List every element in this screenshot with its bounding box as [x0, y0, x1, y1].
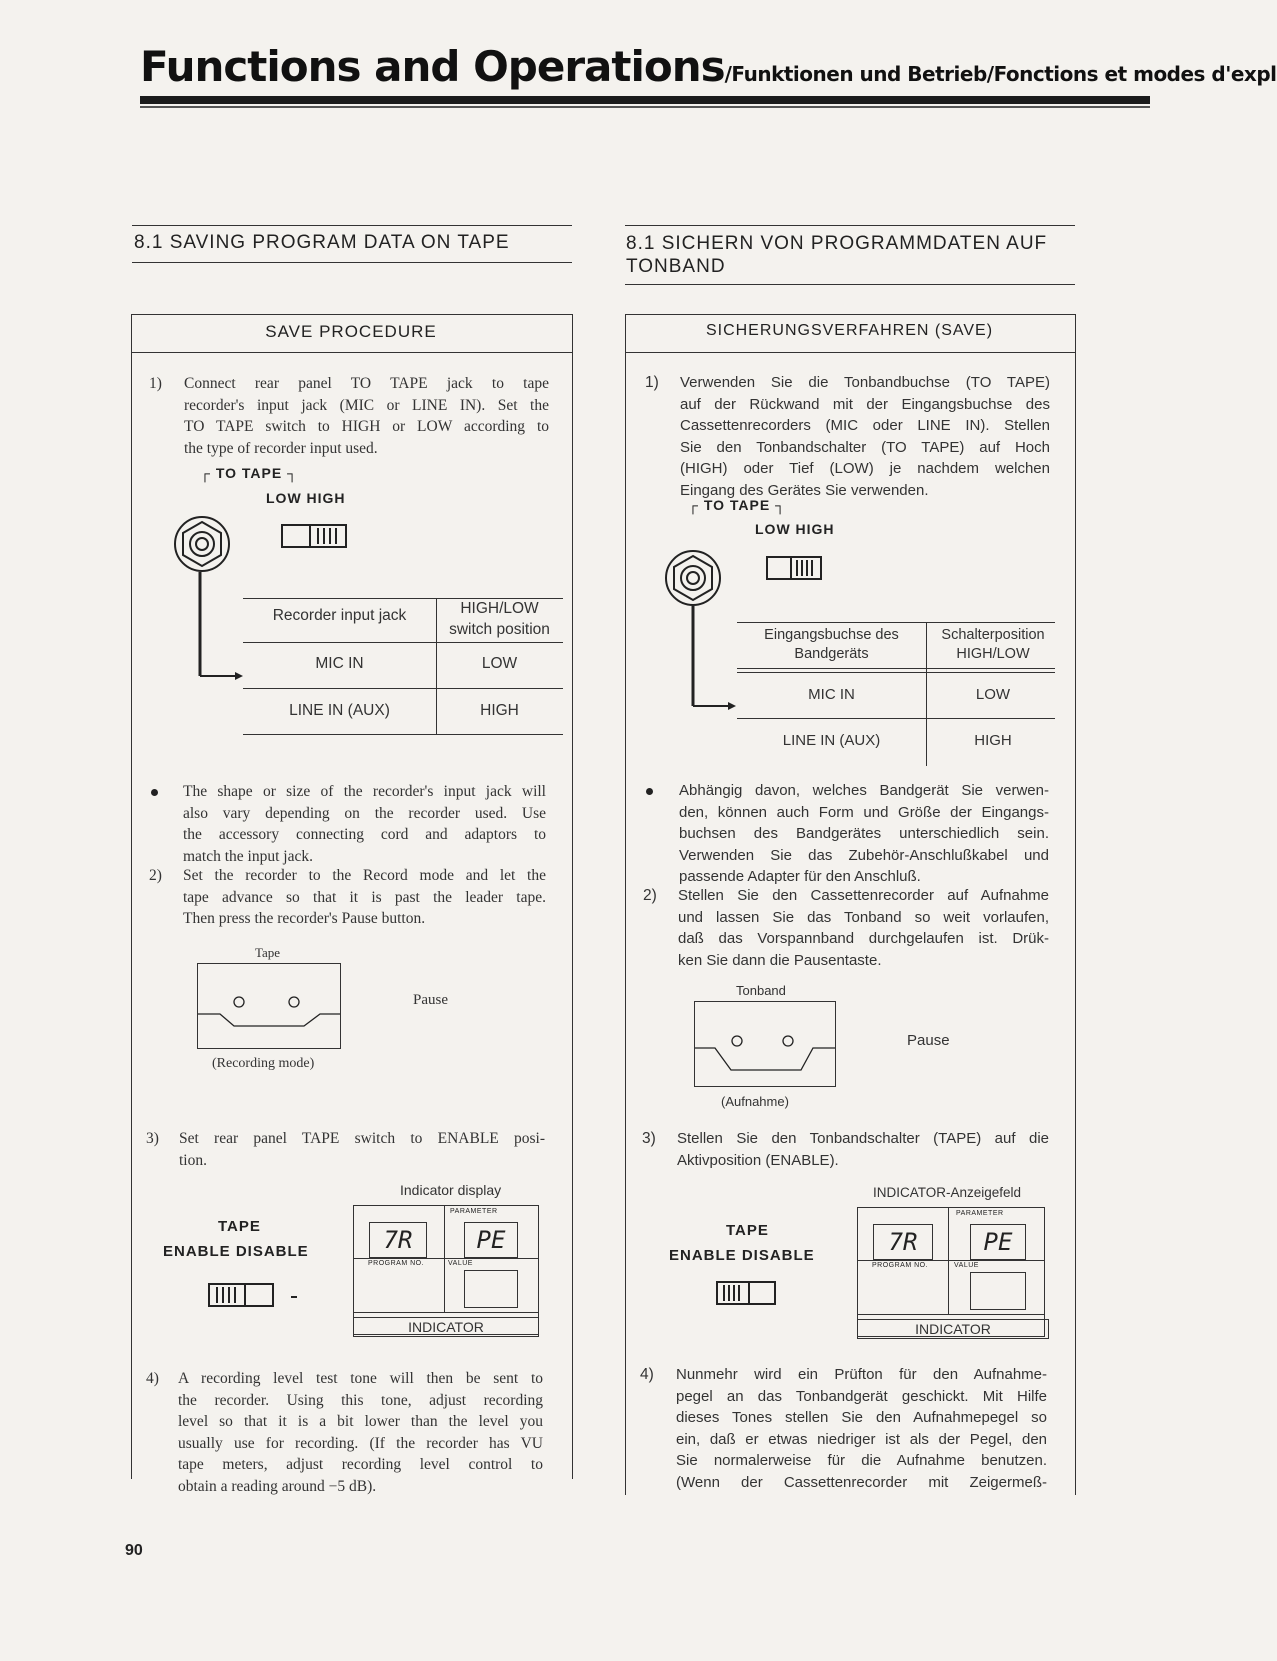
left-step2-text: [183, 865, 546, 930]
right-step4-line: (Wenn der Cassettenrecorder mit Zeigermeß-: [676, 1473, 1047, 1491]
right-table-header-switch: [926, 626, 1060, 664]
left-bullet-line: The shape or size of the recorder's input jack will: [183, 783, 546, 800]
left-step1-number: 1): [149, 375, 162, 392]
left-section-rule-top: [132, 225, 572, 226]
left-step3-number: 3): [146, 1130, 159, 1147]
left-box-title: SAVE PROCEDURE: [265, 322, 437, 341]
left-step4-line: obtain a reading around −5 dB).: [178, 1477, 377, 1495]
left-step4-line: level so that it is a bit lower than the level you: [178, 1413, 543, 1430]
left-section-rule-bottom: [132, 262, 572, 263]
right-section-title-line: 8.1 SICHERN VON PROGRAMMDATEN AUF: [626, 233, 1048, 254]
header-bar: [140, 96, 1150, 104]
right-lcd-program-no-label: PROGRAM NO.: [872, 1262, 929, 1269]
right-step4-line: dieses Tones stellen Sie den Aufnahmepegel so: [676, 1409, 1047, 1426]
left-step4-text: [178, 1368, 543, 1497]
right-lcd-program-digits: [873, 1224, 933, 1260]
right-step1-line: Sie den Tonbandschalter (TO TAPE) auf Hoch: [680, 438, 1050, 456]
right-tape-label: Tonband: [736, 983, 786, 998]
right-table-cell: HIGH: [974, 732, 1012, 749]
header-bar-thin: [140, 106, 1150, 108]
right-low-high-label: LOW HIGH: [755, 521, 835, 537]
left-table-bottom-rule: [243, 734, 563, 735]
left-lcd-bottom-rule: [354, 1312, 538, 1313]
right-table-row-rule: [737, 718, 1055, 719]
right-step2-line: und lassen Sie das Tonband so weit vorlaufen,: [678, 908, 1049, 926]
left-indicator-label: INDICATOR: [408, 1319, 484, 1335]
right-bullet-line: Verwenden Sie das Zubehör-Anschlußkabel und: [679, 846, 1049, 864]
right-lcd-mid-rule: [858, 1260, 1044, 1261]
left-to-tape-label: ┌ TO TAPE ┐: [200, 465, 299, 481]
right-step1-line: Eingang des Gerätes Sie verwenden.: [680, 481, 929, 499]
header-title-main: Functions and Operations: [140, 42, 725, 91]
right-table-header-jack: [737, 626, 926, 664]
left-lcd-divider: [444, 1206, 445, 1312]
right-section-rule-top: [625, 225, 1075, 226]
right-section-rule-bottom: [625, 284, 1075, 285]
left-bullet-line: also vary depending on the recorder used. Use: [183, 804, 546, 822]
left-indicator-display-label: Indicator display: [400, 1182, 502, 1198]
right-bullet-line: den, können auch Form und Größe der Eingangs-: [679, 803, 1049, 821]
left-lcd-mid-rule: [354, 1258, 538, 1259]
left-to-tape-switch: [281, 524, 347, 548]
left-lcd-value-label: VALUE: [448, 1260, 473, 1267]
right-table-header-rule-2: [737, 672, 1055, 673]
right-step2-line: ken Sie dann die Pausentaste.: [678, 951, 882, 969]
left-lcd-parameter-value: PE: [476, 1226, 506, 1254]
right-lcd-program-value: 7R: [888, 1228, 918, 1256]
right-lcd-divider: [948, 1208, 949, 1314]
right-step1-line: auf der Rückwand mit der Eingangsbuchse des: [680, 395, 1050, 413]
right-table-header-rule: [737, 668, 1055, 669]
left-cable-arrow: [195, 572, 245, 684]
left-bullet-line: match the input jack.: [183, 847, 313, 865]
right-step1-number: 1): [645, 374, 659, 391]
right-to-tape-label: ┌ TO TAPE ┐: [688, 497, 787, 513]
left-lcd-parameter-label: PARAMETER: [450, 1208, 498, 1215]
right-step4-text: [676, 1364, 1047, 1493]
left-lcd-program-digits: [369, 1222, 427, 1258]
left-table-header-rule: [243, 642, 563, 643]
right-lcd-bottom-rule: [858, 1314, 1044, 1315]
left-lcd-panel: [353, 1205, 539, 1335]
left-step2-line: tape advance so that it is past the leader tape.: [183, 888, 546, 906]
right-indicator-display-label: INDICATOR-Anzeigefeld: [873, 1185, 1022, 1200]
right-bullet-text: [679, 780, 1049, 888]
left-table-cell: LOW: [481, 655, 518, 672]
left-table-header-switch-line: HIGH/LOW: [460, 600, 539, 617]
right-lcd-parameter-label: PARAMETER: [956, 1210, 1004, 1217]
left-table-cell: MIC IN: [315, 655, 364, 672]
right-recording-mode-label: (Aufnahme): [721, 1094, 789, 1109]
left-step1-line: the type of recorder input used.: [184, 439, 378, 457]
right-jack-icon: [663, 548, 723, 608]
left-pause-label: Pause: [413, 992, 448, 1008]
right-bullet-icon: [646, 788, 653, 795]
right-step2-line: daß das Vorspannband durchgelaufen ist. Drük-: [678, 930, 1049, 947]
left-tape-label: Tape: [255, 945, 281, 960]
right-step3-number: 3): [642, 1130, 656, 1147]
right-section-title-line: TONBAND: [626, 256, 726, 277]
left-step4-line: usually use for recording. (If the recorder has VU: [178, 1434, 543, 1452]
left-bullet-icon: [151, 789, 158, 796]
left-enable-disable-label: ENABLE DISABLE: [163, 1243, 309, 1260]
right-bullet-line: buchsen des Bandgerätes unterschiedlich sein.: [679, 825, 1049, 842]
left-section-title: 8.1 SAVING PROGRAM DATA ON TAPE: [134, 232, 510, 253]
page-number: 90: [125, 1542, 143, 1559]
right-bullet-line: passende Adapter für den Anschluß.: [679, 868, 921, 885]
right-step1-line: Verwenden Sie die Tonbandbuchse (TO TAPE): [680, 374, 1050, 391]
right-step2-line: Stellen Sie den Cassettenrecorder auf Aufnahme: [678, 887, 1049, 904]
left-indicator-bar: [353, 1317, 539, 1337]
right-table-header-switch-line: Schalterposition: [941, 627, 1045, 643]
right-lcd-parameter-value: PE: [983, 1228, 1013, 1256]
right-table-top-rule: [737, 622, 1055, 623]
right-step1-line: Cassettenrecorders (MIC oder LINE IN). Stellen: [680, 417, 1050, 434]
left-bullet-text: [183, 781, 546, 867]
right-step1-line: (HIGH) oder Tief (LOW) je nachdem welchen: [680, 460, 1050, 477]
right-lcd-parameter-digits: [970, 1224, 1026, 1260]
left-tape-switch: [208, 1283, 274, 1307]
left-step2-number: 2): [149, 867, 162, 884]
right-indicator-label: INDICATOR: [915, 1321, 991, 1337]
left-cassette-icon: [197, 963, 341, 1049]
left-step3-text: [179, 1128, 545, 1171]
left-low-high-label: LOW HIGH: [266, 490, 346, 506]
left-table-header-switch: [436, 598, 563, 640]
left-step3-line: tion.: [179, 1151, 207, 1169]
right-cassette-icon: [694, 1001, 836, 1087]
left-lcd-value-box: [464, 1270, 518, 1308]
left-table-header-switch-line: switch position: [449, 621, 550, 638]
right-indicator-bar: [857, 1319, 1049, 1339]
left-table-row-rule: [243, 688, 563, 689]
right-step2-text: [678, 885, 1049, 971]
right-box-title-rule: [625, 352, 1075, 353]
right-tape-switch-label: TAPE: [726, 1222, 769, 1239]
right-bullet-line: Abhängig davon, welches Bandgerät Sie verwen-: [679, 782, 1049, 799]
right-pause-label: Pause: [907, 1032, 950, 1049]
right-enable-disable-label: ENABLE DISABLE: [669, 1247, 815, 1264]
right-step3-line: Stellen Sie den Tonbandschalter (TAPE) auf die: [677, 1130, 1049, 1147]
left-step1-text: [184, 373, 549, 459]
right-step4-line: Nunmehr wird ein Prüfton für den Aufnahme-: [676, 1366, 1047, 1383]
left-step4-line: A recording level test tone will then be sent to: [178, 1370, 543, 1387]
right-step4-line: pegel an das Tonbandgerät geschickt. Mit Hilfe: [676, 1387, 1047, 1405]
left-switch-dash: [291, 1296, 297, 1298]
left-step4-line: tape meters, adjust recording level control to: [178, 1456, 543, 1473]
left-tape-switch-label: TAPE: [218, 1218, 261, 1235]
right-step3-line: Aktivposition (ENABLE).: [677, 1151, 839, 1169]
right-lcd-panel: [857, 1207, 1045, 1337]
left-step3-line: Set rear panel TAPE switch to ENABLE posi-: [179, 1130, 545, 1147]
left-step1-line: recorder's input jack (MIC or LINE IN). Set the: [184, 396, 549, 414]
left-box-title-rule: [131, 352, 572, 353]
right-step4-line: ein, daß er etwas niedriger ist als der Pegel, den: [676, 1430, 1047, 1448]
right-table-cell: LOW: [975, 686, 1011, 703]
right-table-header-switch-line: HIGH/LOW: [956, 646, 1030, 662]
left-lcd-program-value: 7R: [383, 1226, 413, 1254]
right-to-tape-text: TO TAPE: [703, 497, 771, 513]
left-lcd-program-no-label: PROGRAM NO.: [368, 1260, 425, 1267]
right-to-tape-switch: [766, 556, 822, 580]
header-title-sub: /Funktionen und Betrieb/Fonctions et modes d'expl: [724, 62, 1277, 86]
left-table-cell: HIGH: [480, 702, 519, 719]
right-lcd-value-box: [970, 1272, 1026, 1310]
right-table-cell: MIC IN: [808, 686, 855, 703]
right-step1-text: [680, 372, 1050, 501]
left-bullet-line: the accessory connecting cord and adaptors to: [183, 826, 546, 843]
left-step4-line: the recorder. Using this tone, adjust recording: [178, 1391, 543, 1409]
left-step1-line: TO TAPE switch to HIGH or LOW according to: [184, 418, 549, 435]
page-header-title: [140, 42, 1277, 91]
left-step2-line: Then press the recorder's Pause button.: [183, 910, 426, 927]
left-lcd-parameter-digits: [464, 1222, 518, 1258]
left-step4-number: 4): [146, 1370, 159, 1387]
left-step2-line: Set the recorder to the Record mode and let the: [183, 867, 546, 884]
left-step1-line: Connect rear panel TO TAPE jack to tape: [184, 375, 549, 392]
right-step4-number: 4): [640, 1366, 654, 1383]
right-step2-number: 2): [643, 887, 657, 904]
left-table-header-jack: Recorder input jack: [272, 607, 407, 624]
right-step3-text: [677, 1128, 1049, 1171]
right-table-cell: LINE IN (AUX): [782, 732, 881, 749]
right-lcd-value-label: VALUE: [954, 1262, 979, 1269]
left-table-cell: LINE IN (AUX): [289, 702, 390, 719]
left-to-tape-text: TO TAPE: [215, 465, 283, 481]
right-step4-line: Sie normalerweise für die Aufnahme benutzen.: [676, 1452, 1047, 1469]
left-recording-mode-label: (Recording mode): [212, 1056, 315, 1071]
right-box-title: SICHERUNGSVERFAHREN (SAVE): [705, 322, 994, 339]
right-table-header-jack-line: Bandgeräts: [794, 646, 869, 662]
right-section-title: [626, 232, 1047, 278]
right-table-header-jack-line: Eingangsbuchse des: [764, 627, 899, 643]
left-jack-icon: [172, 514, 232, 574]
right-tape-switch: [716, 1281, 776, 1305]
right-cable-arrow: [688, 606, 738, 716]
